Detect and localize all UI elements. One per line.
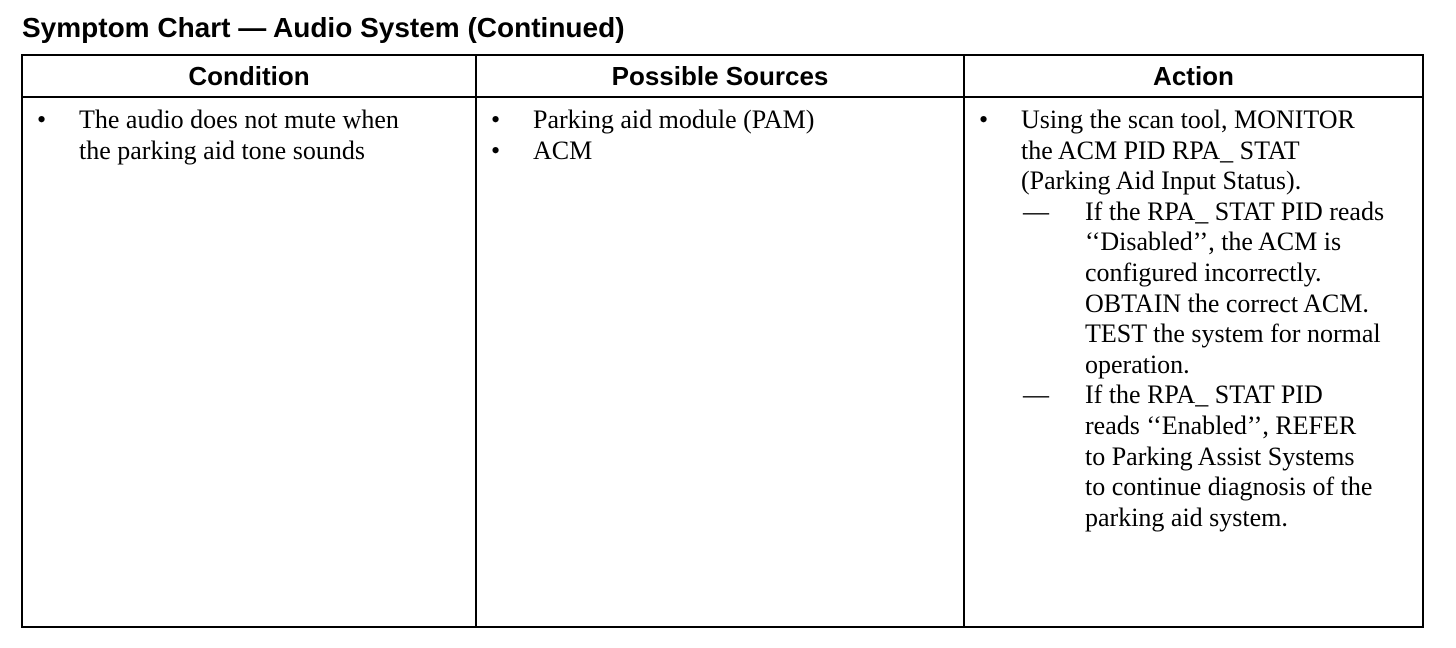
source-item [477,105,963,136]
sources-cell [476,97,964,627]
bullet-icon: • [979,105,989,134]
source-text: ACM [533,135,593,165]
dash-icon: — [1023,380,1049,410]
table-header-row [22,55,1423,97]
action-substep [1021,380,1381,533]
action-substep-text: If the RPA_ STAT PID reads ‘‘Disabled’’, the ACM is configured incorrectly. OBTAIN the correct ACM. TEST the system for normal operation. [1085,196,1385,379]
header-action: Action [964,55,1423,97]
header-condition: Condition [22,55,476,97]
condition-item [23,105,399,166]
symptom-chart-table [21,54,1424,628]
header-possible-sources: Possible Sources [476,55,964,97]
action-cell [964,97,1423,627]
action-step-text: Using the scan tool, MONITOR the ACM PID RPA_ STAT (Parking Aid Input Status). [1021,105,1355,196]
condition-cell [22,97,476,627]
bullet-icon: • [491,105,501,134]
action-item [965,105,1361,197]
source-text: Parking aid module (PAM) [533,105,815,134]
action-substep [1021,197,1401,381]
bullet-icon: • [491,135,501,165]
action-substep-text: If the RPA_ STAT PID reads ‘‘Enabled’’, REFER to Parking Assist Systems to continue diagnosis of the parking aid system. [1085,380,1373,532]
table-row [22,97,1423,627]
bullet-icon: • [37,105,47,134]
condition-text: The audio does not mute when the parking aid tone sounds [79,105,399,165]
source-item [477,136,963,167]
dash-icon: — [1023,196,1049,226]
page-title: Symptom Chart — Audio System (Continued) [22,12,625,43]
